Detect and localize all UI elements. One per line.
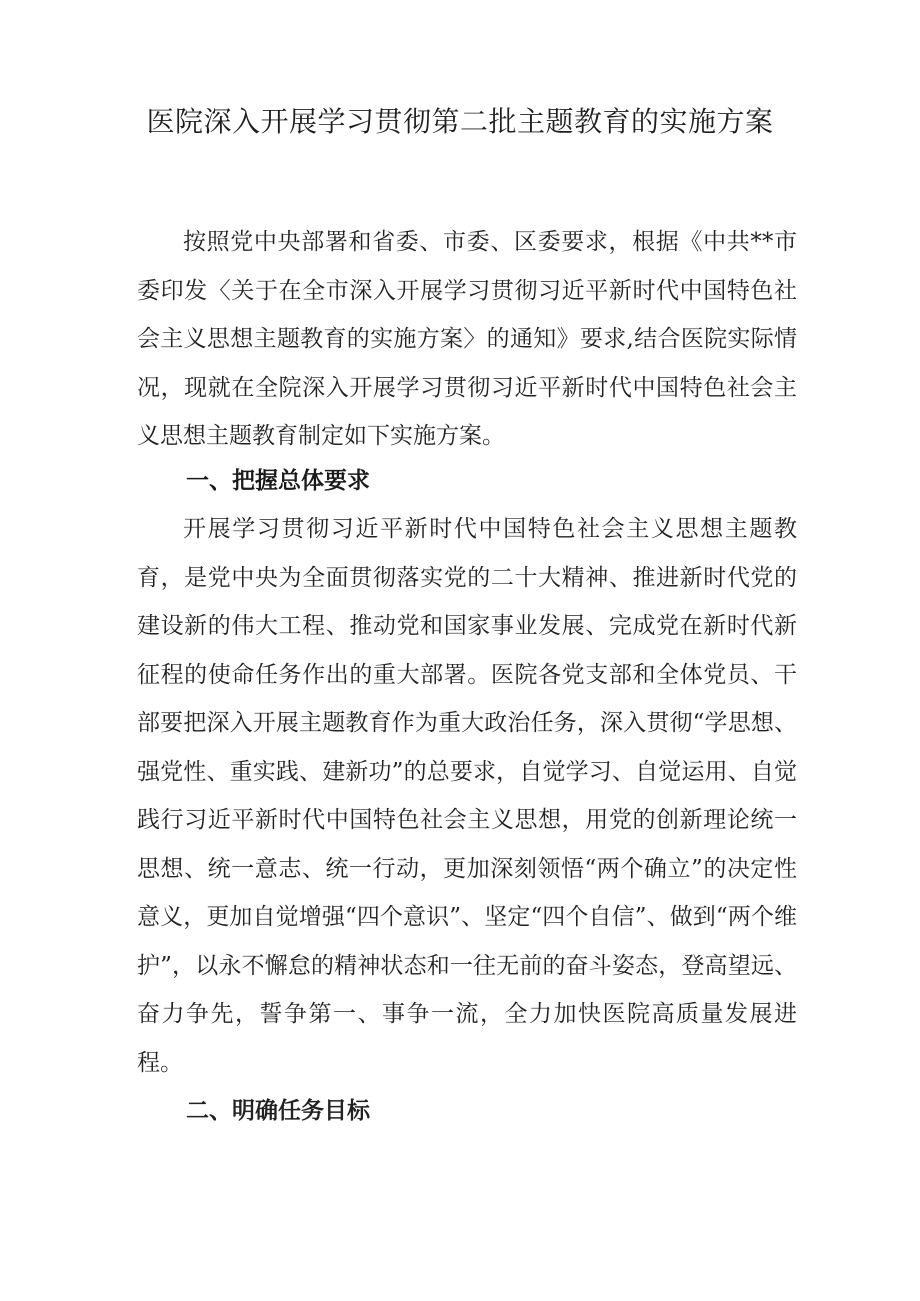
document-title: 医院深入开展学习贯彻第二批主题教育的实施方案 <box>146 105 774 138</box>
section-heading-overall-requirements: 一、把握总体要求 <box>186 468 370 494</box>
section-heading-task-goals: 二、明确任务目标 <box>186 1097 370 1124</box>
intro-paragraph: 按照党中央部署和省委、市委、区委要求，根据《中共**市委印发〈关于在全市深入开展学习贯彻习近平新时代中国特色社会主义思想主题教育的实施方案〉的通知》要求,结合医院实际情况，现就在全院深入开展学习贯彻习近平新时代中国特色社会主义思想主题教育制定如下实施方案。 <box>137 229 797 449</box>
body-paragraph-overall-requirements: 开展学习贯彻习近平新时代中国特色社会主义思想主题教育，是党中央为全面贯彻落实党的二十大精神、推进新时代党的建设新的伟大工程、推动党和国家事业发展、完成党在新时代新征程的使命任务作出的重大部署。医院各党支部和全体党员、干部要把深入开展主题教育作为重大政治任务，深入贯彻“学思想、强党性、重实践、建新功”的总要求，自觉学习、自觉运用、自觉践行习近平新时代中国特色社会主义思想，用党的创新理论统一思想、统一意志、统一行动，更加深刻领悟“两个确立”的决定性意义，更加自觉增强“四个意识”、坚定“四个自信”、做到“两个维护”，以永不懈怠的精神状态和一往无前的奋斗姿态，登高望远、奋力争先，誓争第一、事争一流，全力加快医院高质量发展进程。 <box>137 516 797 1076</box>
